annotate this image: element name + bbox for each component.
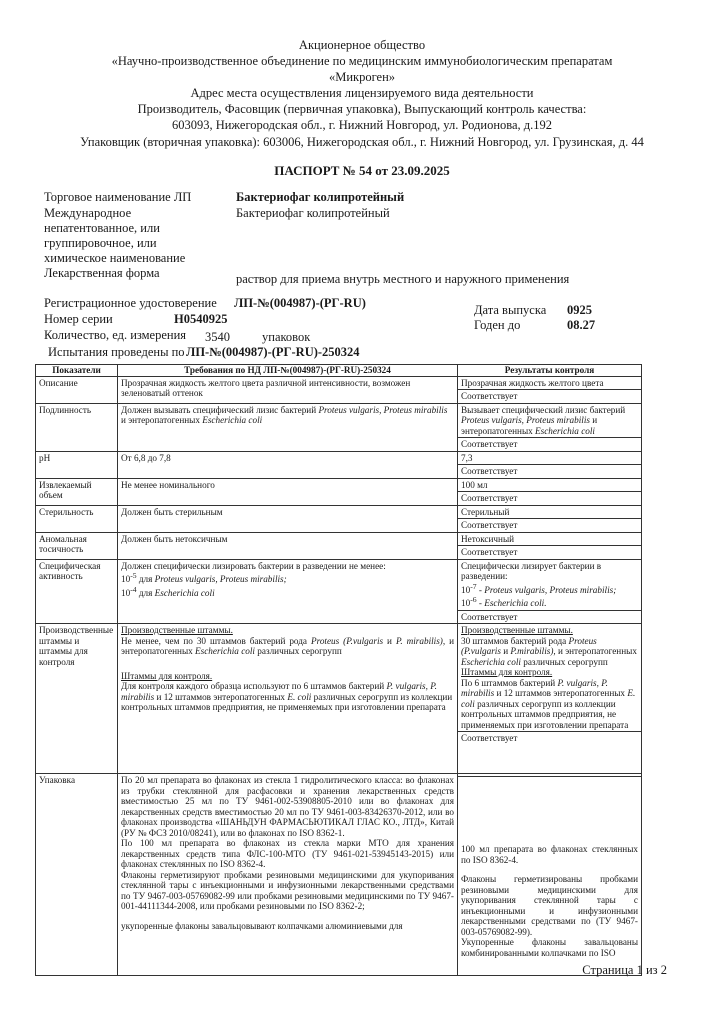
table-header-row xyxy=(36,365,642,377)
req-subtitle: Штаммы для контроля. xyxy=(121,670,213,681)
res-text: Специфически лизирует бактерии в разведении: xyxy=(461,560,602,581)
requirement xyxy=(118,774,458,976)
reg-value: ЛП-№(004987)-(РГ-RU) xyxy=(234,296,366,310)
req-text: и xyxy=(387,635,392,646)
producer-address: 603093, Нижегородская обл., г. Нижний Новгород, ул. Родионова, д.192 xyxy=(171,118,553,132)
indicator-name: Специфическая активность xyxy=(36,559,118,624)
res-text: - xyxy=(476,598,485,609)
result xyxy=(458,532,642,559)
result xyxy=(458,451,642,478)
req-prod-text xyxy=(121,636,454,657)
indicator-name: Упаковка xyxy=(36,774,118,976)
table-row xyxy=(36,376,642,403)
page-number: Страница 1 из 2 xyxy=(582,963,667,977)
req-dilution-1 xyxy=(121,571,454,585)
requirement: От 6,8 до 7,8 xyxy=(118,451,458,478)
res-text: и 12 штаммов энтеропатогенных xyxy=(496,688,626,699)
req-text: Флаконы герметизируют пробками резиновыми медицинскими для укупоривания стеклянной тары с инъекционными и инфузионными лекарственными средствами по ТУ 9467-003-05769082-99 или пробками резиновыми медицинскими по ТУ 9467-001-44111344-2008, или пробками резиновыми по ISO 8362-2; xyxy=(121,869,454,912)
dilution-base: 10 xyxy=(461,584,471,595)
dilution-exp: -6 xyxy=(470,595,477,605)
result-conformity: Соответствует xyxy=(461,493,518,503)
col-indicators: Показатели xyxy=(36,365,118,377)
result-value: 100 мл xyxy=(458,479,641,493)
req-text: По 100 мл препарата во флаконах из стекла марки МТО для хранения лекарственных средств типа ФЛС-100-МТО (ТУ 9461-021-53945143-2015) или флаконах стеклянных по ISO 8362-4. xyxy=(121,838,454,870)
res-text: различных серогрупп из коллекции контрольных штаммов предприятия, не применяемых при изготовлении препарата xyxy=(461,698,629,730)
result xyxy=(458,505,642,532)
indicator-name: Подлинность xyxy=(36,403,118,451)
result xyxy=(458,774,642,976)
res-organism: Proteus vulgaris, Proteus mirabilis xyxy=(461,415,590,425)
res-text: - xyxy=(476,584,485,595)
res-organism: Proteus vulgaris, Proteus mirabilis; xyxy=(484,584,617,595)
res-text: и энтеропатогенных xyxy=(461,415,598,436)
req-text: и энтеропатогенных xyxy=(121,415,200,425)
dilution-exp: -4 xyxy=(130,584,137,594)
expiry-value: 08.27 xyxy=(567,318,596,332)
res-ctrl-text xyxy=(461,678,638,731)
res-subtitle: Производственные штаммы. xyxy=(461,625,573,636)
res-text: По 6 штаммов бактерий xyxy=(461,677,556,688)
result-value xyxy=(458,404,641,439)
requirement xyxy=(118,624,458,774)
result-conformity: Соответствует xyxy=(461,466,518,476)
req-ctrl-text xyxy=(121,681,454,713)
result-value: Прозрачная жидкость желтого цвета xyxy=(458,377,641,391)
tests-value: ЛП-№(004987)-(РГ-RU)-250324 xyxy=(186,345,360,359)
res-text: Укупоренные флаконы завальцованы комбинированными колпачками по ISO xyxy=(461,937,638,958)
res-dilution-1 xyxy=(461,582,638,596)
form-value: раствор для приема внутрь местного и наружного применения xyxy=(236,272,570,286)
qty-unit: упаковок xyxy=(262,330,311,344)
release-value: 0925 xyxy=(567,303,592,317)
dilution-exp: -7 xyxy=(470,581,477,591)
res-text: 100 мл препарата во флаконах стеклянных по ISO 8362-4. xyxy=(461,844,638,865)
col-requirements: Требования по НД ЛП-№(004987)-(РГ-RU)-250324 xyxy=(118,365,458,377)
result-conformity: Соответствует xyxy=(461,391,518,401)
req-text: для xyxy=(136,574,155,585)
result-conformity: Соответствует xyxy=(461,520,518,530)
company-line-1: Акционерное общество xyxy=(298,38,426,52)
req-organism: P. mirabilis), xyxy=(395,635,446,646)
tests-label: Испытания проведены по xyxy=(48,345,185,359)
table-row xyxy=(36,774,642,976)
table-row xyxy=(36,505,642,532)
form-label: Лекарственная форма xyxy=(44,266,160,280)
requirement: Должен быть стерильным xyxy=(118,505,458,532)
table-row xyxy=(36,559,642,624)
qty-label: Количество, ед. измерения xyxy=(44,328,187,342)
requirement xyxy=(118,403,458,451)
res-organism: E. coli xyxy=(461,688,636,709)
req-organism: P. vulgaris, P. mirabilis xyxy=(121,681,437,702)
company-line-3: «Микроген» xyxy=(328,70,396,84)
control-table xyxy=(35,364,642,976)
result xyxy=(458,403,642,451)
inn-value: Бактериофаг колипротейный xyxy=(236,206,390,220)
result-conformity: Соответствует xyxy=(461,733,518,744)
res-text: и энтеропатогенных xyxy=(557,646,637,657)
table-row xyxy=(36,532,642,559)
res-text: различных серогрупп xyxy=(523,656,608,667)
result xyxy=(458,559,642,624)
res-organism: P.mirabilis), xyxy=(510,646,556,657)
indicator-name: Описание xyxy=(36,376,118,403)
series-label: Номер серии xyxy=(44,312,113,326)
inn-label-1: Международное xyxy=(44,206,132,220)
col-results: Результаты контроля xyxy=(458,365,642,377)
table-row xyxy=(36,624,642,774)
req-text: различных серогрупп xyxy=(257,646,342,657)
address-title: Адрес места осуществления лицензируемого вида деятельности xyxy=(190,86,534,100)
result-value: 7,3 xyxy=(458,452,641,466)
res-dilution-2 xyxy=(461,595,638,609)
req-organism: Proteus vulgaris, Proteus mirabilis; xyxy=(154,574,287,585)
result-value xyxy=(458,777,641,958)
res-text: и xyxy=(503,646,509,657)
trade-name-value: Бактериофаг колипротейный xyxy=(236,190,405,204)
requirement: Прозрачная жидкость желтого цвета различной интенсивности, возможен зеленоватый оттенок xyxy=(118,376,458,403)
result-value: Нетоксичный xyxy=(458,533,641,547)
indicator-name: Стерильность xyxy=(36,505,118,532)
company-line-2: «Научно-производственное объединение по медицинским иммунобиологическим препаратам xyxy=(111,54,613,68)
req-text: По 20 мл препарата во флаконах из стекла 1 гидролитического класса: во флаконах из трубки стеклянной для расфасовки и хранения лекарственных средств вместимостью 25 мл по ТУ 9461-002-53908805-2010 или во флаконах для лекарственных средств вместимостью 20 мл по ТУ 9461-003-83426370-2012, или во флаконах производства «ШАНЬДУН ФАРМАСЬЮТИКАЛ ГЛАС КО., ЛТД», Китай (РУ № ФСЗ 2010/08241), или во флаконах по ISO 8362-1. xyxy=(121,775,454,838)
table-row xyxy=(36,403,642,451)
req-organism: E. coli xyxy=(287,691,312,702)
req-text: для xyxy=(136,587,155,598)
result xyxy=(458,376,642,403)
req-organism: Proteus vulgaris, Proteus mirabilis xyxy=(318,404,448,415)
requirement: Должен быть нетоксичным xyxy=(118,532,458,559)
dilution-base: 10 xyxy=(121,574,131,585)
res-organism: Escherichia coli xyxy=(461,656,521,667)
inn-label-4: химическое наименование xyxy=(44,251,186,265)
req-text: различных серогрупп из коллекции контрольных штаммов предприятия, не применяемых при изготовлении препарата xyxy=(121,691,453,713)
result-value xyxy=(458,560,641,611)
table-row xyxy=(36,478,642,505)
indicator-name: pH xyxy=(36,451,118,478)
dilution-base: 10 xyxy=(461,598,471,609)
res-prod-text xyxy=(461,636,638,668)
result-conformity: Соответствует xyxy=(461,547,518,557)
req-dilution-2 xyxy=(121,585,454,599)
result-conformity: Соответствует xyxy=(461,439,518,449)
res-text: Вызывает специфический лизис бактерий xyxy=(461,404,626,415)
result xyxy=(458,478,642,505)
req-organism: Escherichia coli xyxy=(202,415,263,425)
indicator-name: Извлекаемый объем xyxy=(36,478,118,505)
inn-label-3: группировочное, или xyxy=(44,236,157,250)
req-text: Должен вызывать специфический лизис бактерий xyxy=(121,404,317,415)
res-organism: Escherichia coli. xyxy=(484,598,547,609)
req-text: укупоренные флаконы завальцовывают колпачками алюминиевыми для xyxy=(121,920,403,931)
req-subtitle: Производственные штаммы. xyxy=(121,625,233,636)
req-text: Должен специфически лизировать бактерии в разведении не менее: xyxy=(121,560,386,571)
res-organism: Proteus (P.vulgaris xyxy=(461,635,597,657)
passport-title: ПАСПОРТ № 54 от 23.09.2025 xyxy=(274,163,450,178)
req-text: Для контроля каждого образца используют по 6 штаммов бактерий xyxy=(121,681,385,692)
req-organism: Escherichia coli xyxy=(154,587,215,598)
requirement: Не менее номинального xyxy=(118,478,458,505)
indicator-name: Производственные штаммы и штаммы для контроля xyxy=(36,624,118,774)
req-organism: Escherichia coli xyxy=(195,646,255,657)
res-organism: P. vulgaris, P. mirabilis xyxy=(461,677,608,699)
res-subtitle: Штаммы для контроля. xyxy=(461,667,553,678)
result-value: Стерильный xyxy=(458,506,641,520)
req-organism: Proteus (P.vulgaris xyxy=(310,635,384,646)
res-text: Флаконы герметизированы пробками резиновыми медицинскими для укупоривания стеклянной тары с инъекционными и инфузионными лекарственными средствами по (ТУ 9467-003-05769082-99). xyxy=(461,874,638,937)
req-text: Не менее, чем по 30 штаммов бактерий рода xyxy=(121,635,308,646)
release-label: Дата выпуска xyxy=(474,303,547,317)
inn-label-2: непатентованное, или xyxy=(44,221,160,235)
reg-label: Регистрационное удостоверение xyxy=(44,296,217,310)
table-row xyxy=(36,451,642,478)
indicator-name: Аномальная тосичность xyxy=(36,532,118,559)
result-value xyxy=(458,624,641,732)
expiry-label: Годен до xyxy=(474,318,521,332)
requirement xyxy=(118,559,458,624)
result xyxy=(458,624,642,774)
req-text: и 12 штаммов энтеропатогенных xyxy=(156,691,286,702)
dilution-base: 10 xyxy=(121,587,131,598)
result-conformity: Соответствует xyxy=(461,611,518,622)
res-text: 30 штаммов бактерий рода xyxy=(461,635,567,646)
res-organism: Escherichia coli xyxy=(535,425,595,436)
dilution-exp: -5 xyxy=(130,571,137,580)
trade-name-label: Торговое наименование ЛП xyxy=(44,190,192,204)
series-value: Н0540925 xyxy=(174,312,228,326)
qty-value: 3540 xyxy=(205,330,230,344)
req-text: и энтеропатогенных xyxy=(121,635,455,657)
packer-address: Упаковщик (вторичная упаковка): 603006, Нижегородская обл., г. Нижний Новгород, ул. Грузинская, д. 44 xyxy=(80,135,644,149)
producer-roles: Производитель, Фасовщик (первичная упаковка), Выпускающий контроль качества: xyxy=(137,102,587,116)
